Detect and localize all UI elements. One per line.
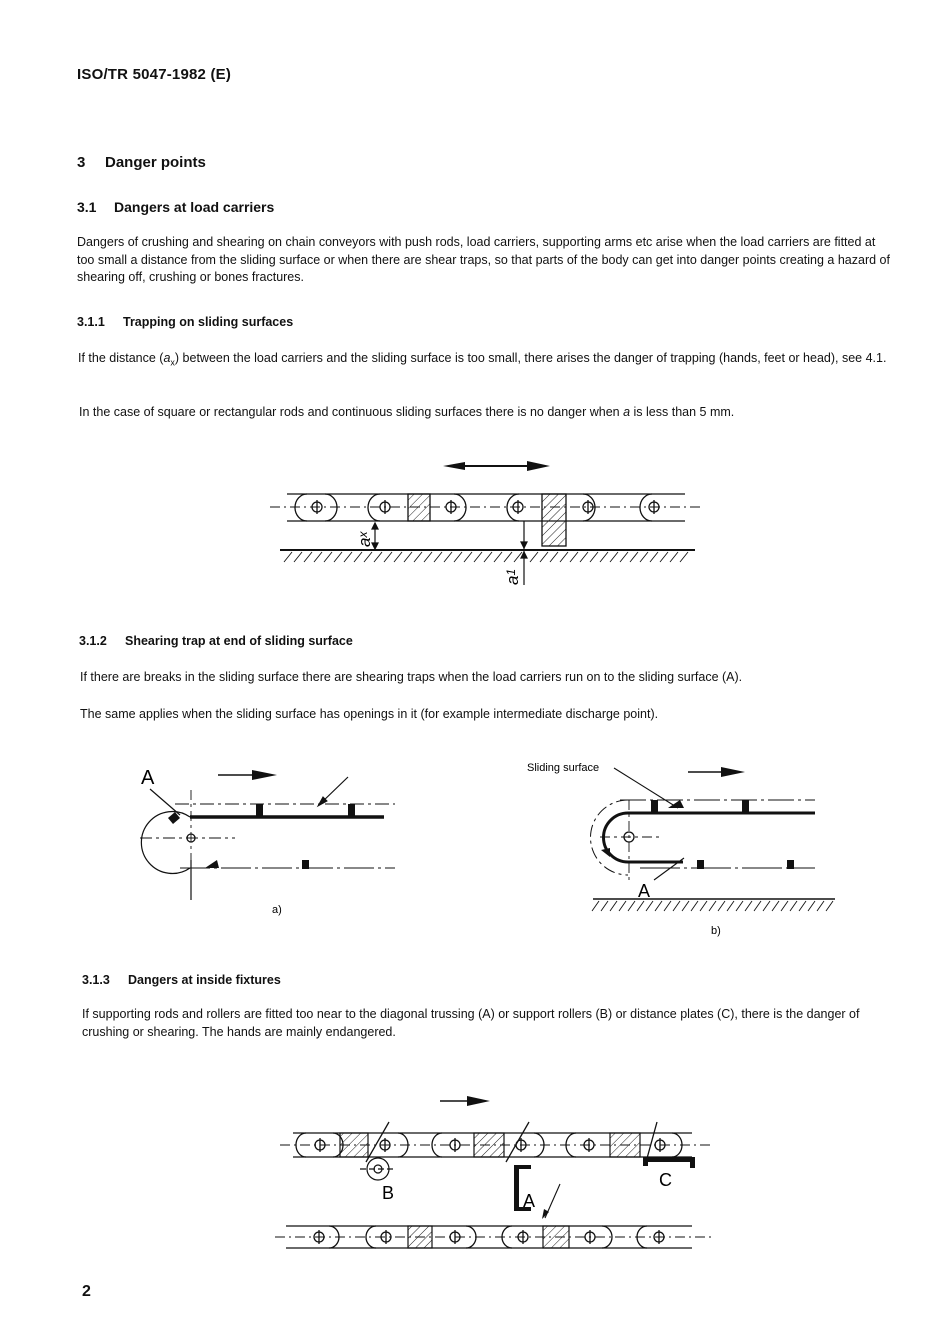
diagonal-truss-3: [610, 1133, 640, 1157]
distance-plate-c: [643, 1157, 695, 1168]
label-a1: a1: [503, 568, 522, 585]
section-3-1-title: Dangers at load carriers: [114, 199, 275, 215]
para1-var: a: [163, 351, 171, 365]
section-3-1-1-number: 3.1.1: [77, 315, 105, 329]
lower-chain: [275, 1226, 712, 1248]
para2-text-b: is less than 5 mm.: [630, 405, 735, 419]
section-3-number: 3: [77, 154, 86, 171]
section-3-1-3-title: Dangers at inside fixtures: [128, 973, 281, 987]
label-c: C: [659, 1170, 672, 1190]
section-3-title: Danger points: [105, 154, 206, 171]
direction-arrow-icon: [440, 1096, 490, 1106]
para2-var: a: [623, 405, 631, 419]
support-roller-b: [360, 1158, 396, 1180]
figure-2a-label-a: A: [141, 767, 155, 789]
page-number: 2: [82, 1283, 91, 1300]
lower-truss-1: [408, 1226, 432, 1248]
lower-truss-2: [543, 1226, 569, 1248]
section-3-1-number: 3.1: [77, 199, 97, 215]
section-3-1-body: Dangers of crushing and shearing on chain conveyors with push rods, load carriers, supporting arms etc arise when the load carriers are fitted at too small a distance from the sliding surface or when there are shear traps, so that parts of the body can get into danger points creating a hazard of shearing off, crushing or bones fractures.: [77, 235, 890, 284]
section-3-1-2-para1: If there are breaks in the sliding surface there are shearing traps when the load carriers run on to the sliding surface (A).: [80, 670, 743, 684]
figure-2a-caption: a): [272, 904, 282, 916]
diagonal-truss-2: [474, 1133, 504, 1157]
diagonal-truss-1: [340, 1133, 368, 1157]
figure-2b-label-a: A: [638, 881, 651, 901]
diagonal-trussing-a: [514, 1165, 560, 1219]
figure-2b-caption: b): [711, 925, 721, 937]
section-3-1-1-title: Trapping on sliding surfaces: [123, 315, 294, 329]
section-3-1-3-number: 3.1.3: [82, 973, 110, 987]
section-3-1-2-number: 3.1.2: [79, 634, 107, 648]
section-3-1-2-title: Shearing trap at end of sliding surface: [125, 634, 353, 648]
para1-text-a: If the distance (: [78, 351, 164, 365]
label-b: B: [382, 1183, 395, 1203]
para2-text-a: In the case of square or rectangular rods and continuous sliding surfaces there is no danger when: [79, 405, 624, 419]
para1-sub: x: [170, 357, 175, 368]
section-3-1-2-para2: The same applies when the sliding surface has openings in it (for example intermediate discharge point).: [80, 707, 659, 721]
document-id: ISO/TR 5047-1982 (E): [77, 66, 232, 83]
para1-text-b: ) between the load carriers and the sliding surface is too small, there arises the danger of trapping (hands, feet or head), see 4.1.: [174, 351, 887, 365]
section-3-1-3-body: If supporting rods and rollers are fitted too near to the diagonal trussing (A) or support rollers (B) or distance plates (C), there is the danger of crushing or shearing. The hands are mainly endangered.: [82, 1007, 860, 1039]
figure-2b-sliding-surface-label: Sliding surface: [527, 762, 600, 774]
label-ax: ax: [355, 531, 374, 547]
label-a: A: [523, 1191, 536, 1211]
